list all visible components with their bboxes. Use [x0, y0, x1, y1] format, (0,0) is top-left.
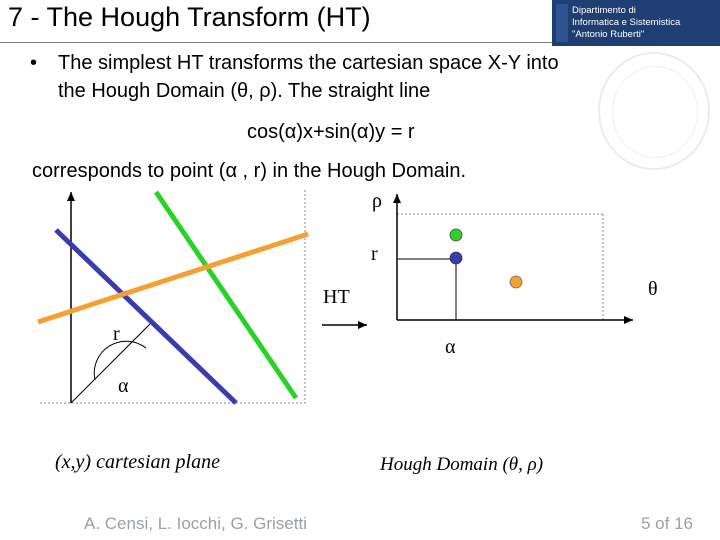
- orange-line: [38, 234, 308, 322]
- hough-domain-plot: [371, 190, 658, 475]
- r-segment: [71, 324, 150, 403]
- right-r-label: r: [371, 243, 378, 265]
- footer-page-number: 5 of 16: [641, 514, 693, 533]
- blue-line: [56, 230, 236, 403]
- bullet-text-line-2: the Hough Domain (θ, ρ). The straight line: [58, 80, 431, 102]
- bullet-text-line-1: The simplest HT transforms the cartesian space X-Y into: [58, 52, 559, 74]
- left-r-label: r: [113, 323, 120, 345]
- slide-title: 7 - The Hough Transform (HT): [8, 2, 371, 32]
- green-line: [156, 192, 296, 398]
- left-caption: (x,y) cartesian plane: [55, 451, 220, 473]
- orange-point: [510, 276, 522, 288]
- logo-line-1: Dipartimento di: [572, 5, 636, 16]
- equation: cos(α)x+sin(α)y = r: [247, 121, 415, 143]
- theta-label: θ: [648, 278, 658, 300]
- right-caption: Hough Domain (θ, ρ): [380, 454, 544, 475]
- ht-transform: [322, 286, 367, 325]
- logo-line-2: Informatica e Sistemistica: [572, 17, 681, 28]
- corresponds-text: corresponds to point (α , r) in the Hough Domain.: [32, 160, 466, 182]
- blue-point: [450, 252, 462, 264]
- ht-label: HT: [323, 286, 350, 308]
- footer-authors: A. Censi, L. Iocchi, G. Grisetti: [84, 514, 307, 533]
- logo-line-3: "Antonio Ruberti": [572, 29, 645, 40]
- green-point: [450, 229, 462, 241]
- left-alpha-label: α: [118, 375, 129, 397]
- cartesian-plane: [38, 190, 308, 473]
- right-alpha-label: α: [445, 336, 456, 358]
- rho-label: ρ: [372, 190, 382, 212]
- bullet-marker: •: [30, 52, 38, 74]
